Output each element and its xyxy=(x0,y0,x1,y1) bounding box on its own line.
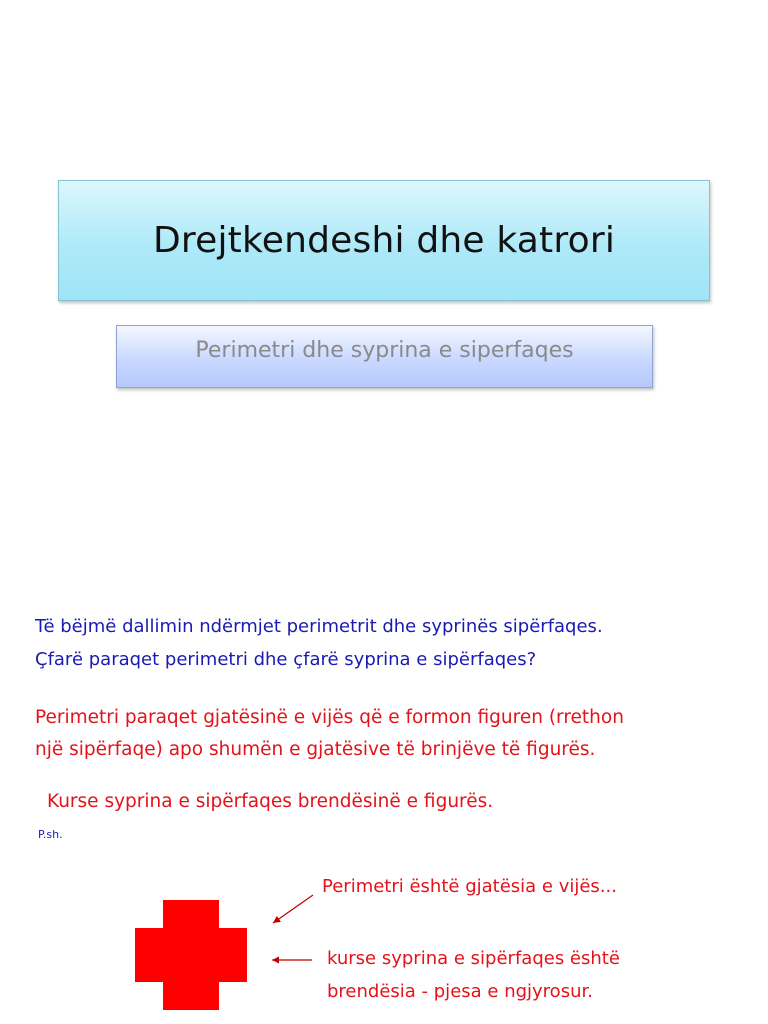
slide-title-text: Drejtkendeshi dhe katrori xyxy=(152,220,616,261)
area-definition: Kurse syprina e sipërfaqes brendësinë e figurës. xyxy=(47,791,494,812)
area-label-line-2: brendësia - pjesa e ngjyrosur. xyxy=(327,981,593,1002)
subtitle-box xyxy=(116,325,653,388)
perimeter-definition-line-2: një sipërfaqe) apo shumën e gjatësive të brinjëve të figurës. xyxy=(35,739,596,760)
question-line-2: Çfarë paraqet perimetri dhe çfarë syprina e sipërfaqes? xyxy=(35,649,537,670)
slide-explanation xyxy=(0,512,768,1024)
perimeter-arrow xyxy=(273,895,313,923)
perimeter-label: Perimetri është gjatësia e vijës... xyxy=(322,876,617,897)
question-line-1: Të bëjmë dallimin ndërmjet perimetrit dhe syprinës sipërfaqes. xyxy=(35,616,603,637)
example-label: P.sh. xyxy=(38,828,63,841)
perimeter-definition-line-1: Perimetri paraqet gjatësinë e vijës që e formon figuren (rrethon xyxy=(35,707,624,728)
title-box xyxy=(58,180,710,301)
slide-subtitle-text: Perimetri dhe syprina e siperfaqes xyxy=(195,338,574,363)
area-label-line-1: kurse syprina e sipërfaqes është xyxy=(327,948,620,969)
